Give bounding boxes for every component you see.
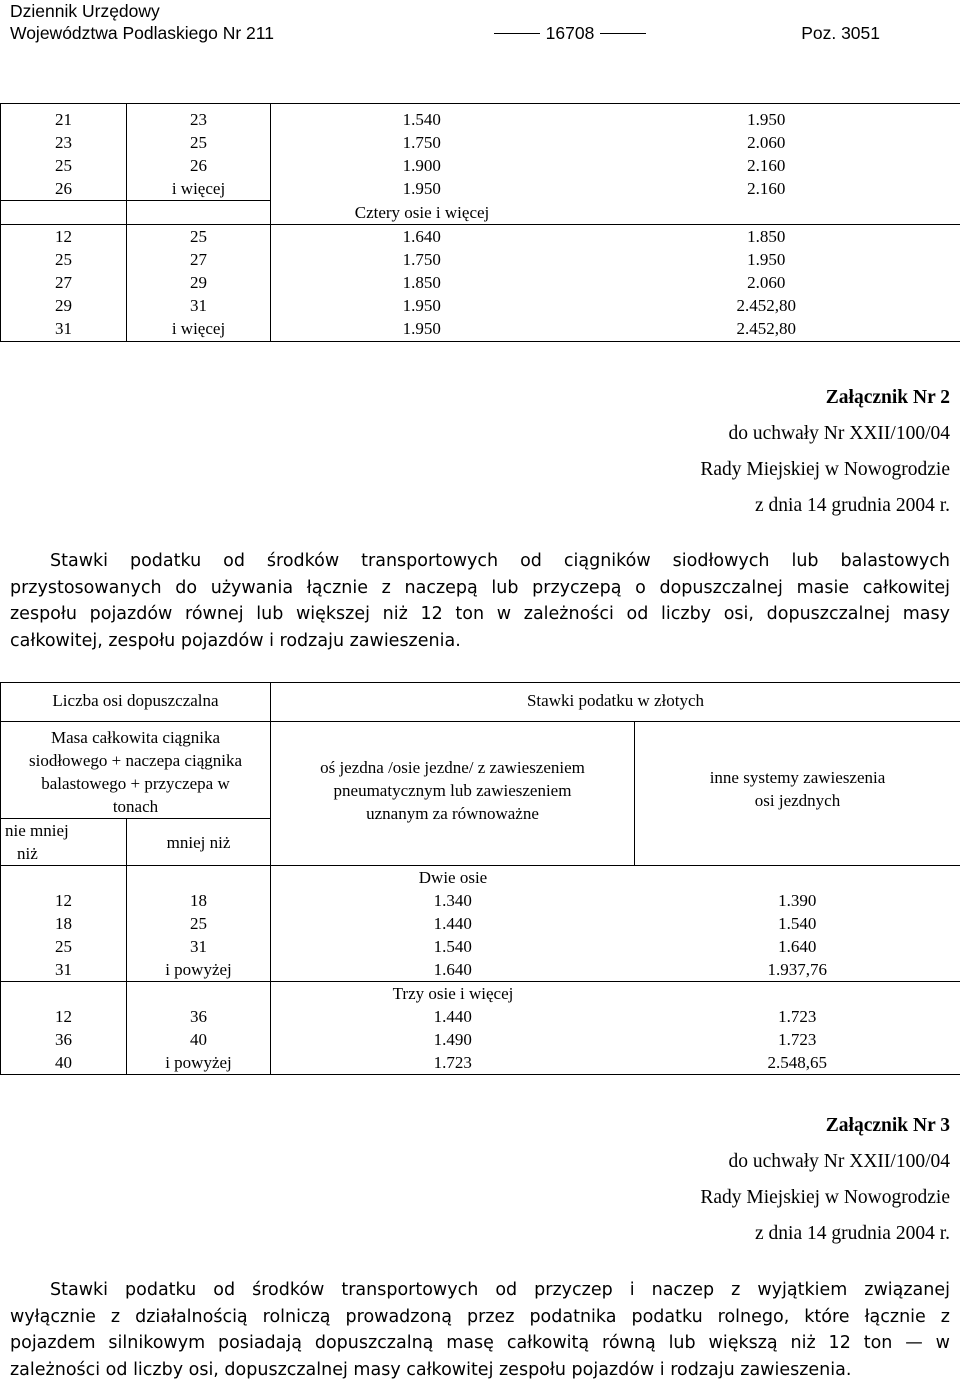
axes-to-cell	[127, 104, 271, 201]
list-item: 1.490	[433, 1030, 472, 1049]
header-pneumatic	[271, 722, 635, 866]
top-table	[0, 103, 960, 342]
annex-date: z dnia 14 grudnia 2004 r.	[755, 1223, 950, 1244]
annex-resolution: do uchwały Nr XXII/100/04	[728, 423, 950, 444]
journal-subtitle: Województwa Podlaskiego Nr 211	[10, 23, 274, 43]
list-item: 31	[190, 296, 207, 315]
header-line: siodłowego + naczepa ciągnika	[28, 751, 243, 770]
list-item: 25	[55, 250, 72, 269]
header-line: uznanym za równoważne	[366, 804, 539, 823]
list-item: 1.723	[433, 1053, 472, 1072]
empty-cell	[1, 866, 127, 890]
list-item: 18	[55, 914, 72, 933]
list-item: 25	[190, 133, 207, 152]
list-item: i więcej	[171, 179, 226, 198]
list-item: i powyżej	[165, 960, 232, 979]
list-item: 1.950	[747, 110, 786, 129]
header-line: niż	[17, 844, 38, 863]
list-item: 25	[190, 227, 207, 246]
header-not-less	[1, 819, 127, 866]
list-item: 12	[55, 891, 72, 910]
header-line: oś jezdna /osie jezdne/ z zawieszeniem	[320, 758, 585, 777]
list-item: 1.950	[747, 250, 786, 269]
paragraph-line: pojazdem silnikowym posiadają dopuszczalną masę całkowitą równą lub większą niż 12 ton — w	[10, 1333, 950, 1353]
list-item: 1.340	[433, 891, 472, 910]
table-header-row	[1, 722, 960, 819]
rate-pneumatic-cell	[271, 104, 573, 201]
list-item: 1.540	[402, 110, 441, 129]
rate-pneumatic-cell	[271, 1005, 635, 1075]
list-item: 31	[55, 319, 72, 338]
page-number-value: 16708	[545, 23, 595, 43]
header-line: osi jezdnych	[754, 791, 841, 810]
empty-cell	[127, 201, 271, 225]
list-item: 2.160	[747, 156, 786, 175]
table-row	[1, 104, 960, 201]
list-item: 1.723	[778, 1030, 817, 1049]
list-item: 1.440	[433, 1007, 472, 1026]
rate-pneumatic-cell	[271, 889, 635, 982]
annex-council: Rady Miejskiej w Nowogrodzie	[700, 1187, 950, 1208]
list-item: 2.160	[747, 179, 786, 198]
header-rates: Stawki podatku w złotych	[271, 683, 960, 722]
empty-cell	[127, 982, 271, 1006]
section-heading-text: Cztery osie i więcej	[354, 202, 490, 222]
list-item: 1.937,76	[767, 960, 827, 979]
header-less: mniej niż	[127, 819, 271, 866]
journal-title: Dziennik Urzędowy	[10, 1, 160, 21]
table-row	[1, 889, 960, 982]
list-item: 12	[55, 1007, 72, 1026]
rate-pneumatic-cell	[271, 225, 573, 342]
rate-other-cell	[573, 225, 960, 342]
rate-other-cell	[635, 889, 960, 982]
axes-to-cell	[127, 889, 271, 982]
table-row	[1, 866, 960, 890]
list-item: 1.750	[402, 133, 441, 152]
list-item: 1.850	[747, 227, 786, 246]
list-item: 29	[190, 273, 207, 292]
header-line: nie mniej	[5, 821, 69, 840]
list-item: 1.900	[402, 156, 441, 175]
list-item: 23	[55, 133, 72, 152]
list-item: 1.440	[433, 914, 472, 933]
list-item: 18	[190, 891, 207, 910]
list-item: 40	[190, 1030, 207, 1049]
annex-date: z dnia 14 grudnia 2004 r.	[755, 495, 950, 516]
header-line: tonach	[112, 797, 159, 816]
paragraph-line: Stawki podatku od środków transportowych od przyczep i naczep z wyjątkiem związanej	[50, 1280, 950, 1300]
annex-3-paragraph	[10, 1277, 950, 1383]
axes-to-cell	[127, 225, 271, 342]
list-item: 1.640	[402, 227, 441, 246]
header-axes: Liczba osi dopuszczalna	[1, 683, 271, 722]
list-item: i więcej	[171, 319, 226, 338]
section-heading	[271, 982, 960, 1006]
annex-3-heading	[700, 1108, 950, 1252]
list-item: 31	[190, 937, 207, 956]
list-item: i powyżej	[165, 1053, 232, 1072]
list-item: 12	[55, 227, 72, 246]
paragraph-line: Stawki podatku od środków transportowych od ciągników siodłowych lub balastowych	[50, 551, 950, 571]
list-item: 2.452,80	[736, 296, 796, 315]
position-number: Poz. 3051	[801, 23, 880, 43]
rate-other-cell	[635, 1005, 960, 1075]
list-item: 1.640	[433, 960, 472, 979]
dash-left	[494, 33, 540, 34]
header-line: inne systemy zawieszenia	[709, 768, 886, 787]
list-item: 2.452,80	[736, 319, 796, 338]
list-item: 1.750	[402, 250, 441, 269]
list-item: 2.060	[747, 133, 786, 152]
list-item: 36	[55, 1030, 72, 1049]
table-row	[1, 201, 960, 225]
list-item: 27	[55, 273, 72, 292]
paragraph-line: całkowitej, zespołu pojazdów i rodzaju zawieszenia.	[10, 630, 461, 651]
list-item: 1.950	[402, 179, 441, 198]
axes-from-cell	[1, 104, 127, 201]
list-item: 1.723	[778, 1007, 817, 1026]
list-item: 23	[190, 110, 207, 129]
paragraph-line: przystosowanych do używania łącznie z naczepą lub przyczepą o dopuszczalnej masie całkowitej	[10, 577, 950, 598]
table-header-row	[1, 683, 960, 722]
table-row	[1, 225, 960, 342]
section-heading	[271, 866, 960, 890]
list-item: 26	[55, 179, 72, 198]
paragraph-line: zespołu pojazdów równej lub większej niż 12 ton w zależności od liczby osi, dopuszczalnej masy	[10, 604, 950, 624]
empty-cell	[1, 982, 127, 1006]
list-item: 2.548,65	[767, 1053, 827, 1072]
paragraph-line: wyłącznie z działalnością rolniczą prowadzoną przez podatnika podatku rolnego, które łącznie z	[10, 1306, 950, 1327]
annex-title: Załącznik Nr 2	[825, 387, 950, 408]
list-item: 27	[190, 250, 207, 269]
annex-2-paragraph	[10, 548, 950, 654]
empty-cell	[127, 866, 271, 890]
dash-right	[600, 33, 646, 34]
axes-from-cell	[1, 1005, 127, 1075]
list-item: 25	[55, 156, 72, 175]
rate-other-cell	[573, 104, 960, 201]
table-row	[1, 982, 960, 1006]
list-item: 1.540	[778, 914, 817, 933]
list-item: 1.540	[433, 937, 472, 956]
annex-council: Rady Miejskiej w Nowogrodzie	[700, 459, 950, 480]
list-item: 1.950	[402, 296, 441, 315]
page-number	[480, 22, 660, 44]
header-other	[635, 722, 960, 866]
header-line: balastowego + przyczepa w	[41, 774, 230, 793]
list-item: 1.950	[402, 319, 441, 338]
header-line: pneumatycznym lub zawieszeniem	[333, 781, 572, 800]
annex-resolution: do uchwały Nr XXII/100/04	[728, 1151, 950, 1172]
list-item: 1.850	[402, 273, 441, 292]
section-heading-text: Trzy osie i więcej	[392, 984, 514, 1003]
list-item: 21	[55, 110, 72, 129]
rates-table	[0, 682, 960, 1075]
axes-to-cell	[127, 1005, 271, 1075]
list-item: 2.060	[747, 273, 786, 292]
axes-from-cell	[1, 889, 127, 982]
list-item: 25	[55, 937, 72, 956]
list-item: 1.640	[778, 937, 817, 956]
empty-cell	[1, 201, 127, 225]
annex-title: Załącznik Nr 3	[825, 1115, 950, 1136]
list-item: 25	[190, 914, 207, 933]
section-heading	[271, 201, 960, 225]
axes-from-cell	[1, 225, 127, 342]
list-item: 29	[55, 296, 72, 315]
list-item: 26	[190, 156, 207, 175]
list-item: 1.390	[778, 891, 817, 910]
list-item: 40	[55, 1053, 72, 1072]
list-item: 36	[190, 1007, 207, 1026]
header-mass	[1, 722, 271, 819]
section-heading-text: Dwie osie	[418, 868, 488, 887]
table-row	[1, 1005, 960, 1075]
list-item: 31	[55, 960, 72, 979]
annex-2-heading	[700, 380, 950, 524]
paragraph-line: zależności od liczby osi, dopuszczalnej masy całkowitej zespołu pojazdów i rodzaju zawieszenia.	[10, 1359, 852, 1380]
header-line: Masa całkowita ciągnika	[51, 728, 220, 747]
